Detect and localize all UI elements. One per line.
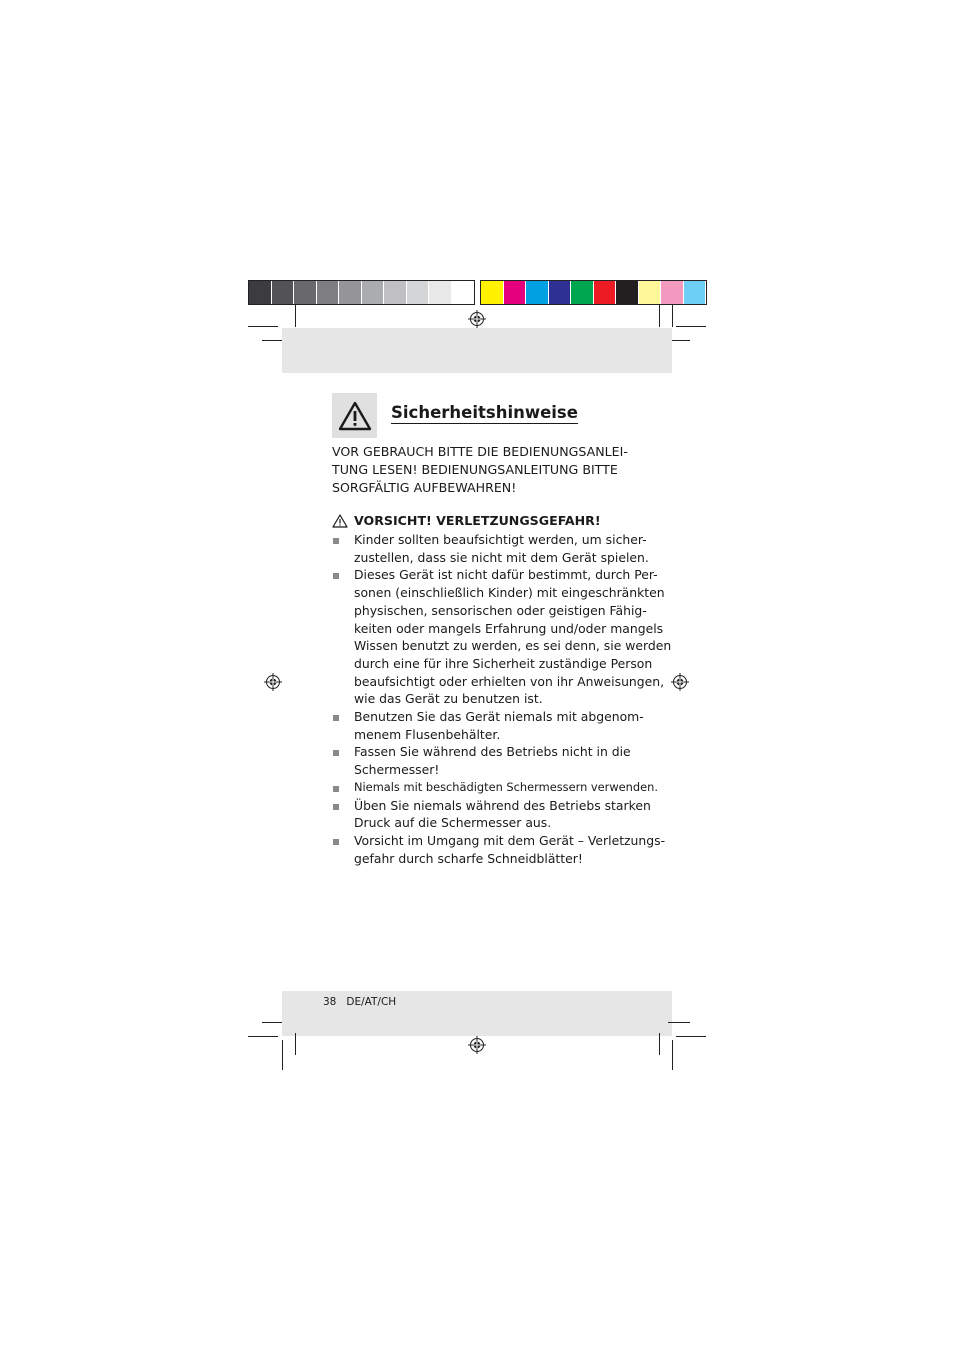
bullet-square-icon [333,804,339,810]
registration-mark-icon [468,310,486,328]
header-band [282,328,672,373]
color-swatch [661,281,684,304]
color-swatch [384,281,407,304]
color-calibration-bar [480,280,707,305]
bullet-line: Vorsicht im Umgang mit dem Gerät – Verletzungs- [354,832,666,848]
bullet-line: keiten oder mangels Erfahrung und/oder mangels [354,620,664,636]
crop-mark [676,326,706,327]
crop-mark [262,1022,282,1023]
list-item [332,743,632,778]
intro-line: VOR GEBRAUCH BITTE DIE BEDIENUNGSANLEI- [332,444,628,459]
bullet-line: beaufsichtigt oder erhielten von ihr Anweisungen, [354,673,665,689]
region-label: DE/AT/CH [346,996,397,1008]
bullet-line: sonen (einschließlich Kinder) mit eingeschränkten [354,585,665,601]
crop-mark [282,1040,283,1070]
bullet-line: wie das Gerät zu benutzen ist. [354,691,543,707]
crop-mark [248,1036,278,1037]
bullet-square-icon [333,786,339,792]
registration-mark-icon [264,673,282,691]
bullet-line: gefahr durch scharfe Schneidblätter! [354,850,583,866]
bullet-square-icon [333,573,339,579]
color-swatch [684,281,707,304]
grayscale-calibration-bar [248,280,475,305]
color-swatch [571,281,594,304]
bullet-line: Dieses Gerät ist nicht dafür bestimmt, durch Per- [354,567,658,583]
color-swatch [594,281,617,304]
list-item [332,531,649,566]
page-footer [323,996,396,1008]
crop-mark [295,1033,296,1055]
list-item [332,708,644,743]
color-swatch [272,281,295,304]
color-swatch [639,281,662,304]
color-swatch [549,281,572,304]
bullet-line: Niemals mit beschädigten Schermessern verwenden. [354,779,658,794]
list-item [332,779,658,797]
bullet-line: durch eine für ihre Sicherheit zuständige Person [354,655,653,671]
bullet-line: Üben Sie niemals während des Betriebs starken [354,797,651,813]
bullet-square-icon [333,750,339,756]
list-item [332,797,651,832]
list-item [332,566,672,708]
list-item [332,832,666,867]
color-swatch [294,281,317,304]
bullet-line: Schermesser! [354,762,440,778]
color-swatch [504,281,527,304]
crop-mark [248,326,278,327]
bullet-line: Kinder sollten beaufsichtigt werden, um sicher- [354,532,647,547]
color-swatch [362,281,385,304]
crop-mark [672,1040,673,1070]
crop-mark [672,305,673,327]
registration-mark-icon [468,1036,486,1054]
color-swatch [249,281,272,304]
bullet-line: Wissen benutzt zu werden, es sei denn, sie werden [354,638,672,654]
crop-mark [262,340,282,341]
color-swatch [429,281,452,304]
caution-text: VORSICHT! VERLETZUNGSGEFAHR! [354,513,601,528]
warning-triangle-icon [338,401,372,431]
crop-mark [659,305,660,327]
warning-icon-box [332,393,377,438]
crop-mark [659,1033,660,1055]
bullet-square-icon [333,715,339,721]
color-swatch [317,281,340,304]
registration-mark-icon [671,673,689,691]
color-swatch [452,281,475,304]
safety-bullet-list [332,531,672,867]
intro-paragraph [332,443,632,497]
color-swatch [407,281,430,304]
color-swatch [339,281,362,304]
page-number: 38 [323,996,337,1008]
color-swatch [526,281,549,304]
bullet-line: Benutzen Sie das Gerät niemals mit abgenom- [354,709,644,725]
crop-mark [295,305,296,327]
bullet-line: menem Flusenbehälter. [354,726,501,742]
bullet-square-icon [333,538,339,544]
crop-mark [668,1022,690,1023]
warning-triangle-icon [332,514,348,528]
bullet-line: Druck auf die Schermesser aus. [354,815,552,831]
color-swatch [481,281,504,304]
caution-heading [332,513,601,528]
crop-mark [676,1036,706,1037]
bullet-line: physischen, sensorischen oder geistigen Fähig- [354,602,647,618]
intro-line: SORGFÄLTIG AUFBEWAHREN! [332,480,517,495]
section-title: Sicherheitshinweise [391,403,578,422]
bullet-square-icon [333,839,339,845]
intro-line: TUNG LESEN! BEDIENUNGSANLEITUNG BITTE [332,462,618,477]
bullet-line: zustellen, dass sie nicht mit dem Gerät spielen. [354,549,649,565]
color-swatch [616,281,639,304]
bullet-line: Fassen Sie während des Betriebs nicht in die [354,744,631,760]
